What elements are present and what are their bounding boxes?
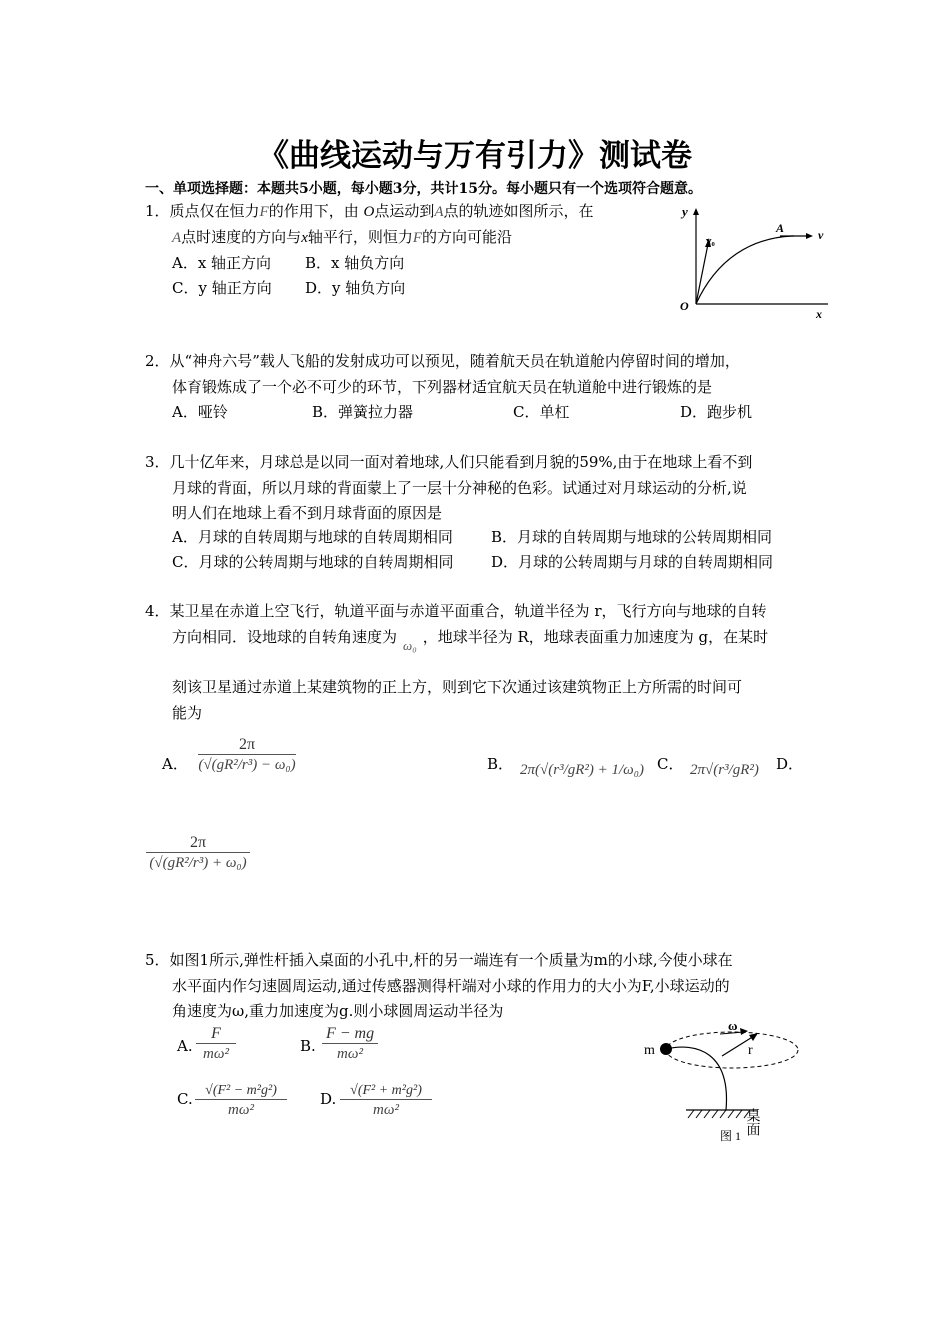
fig-desk-label: 桌面 — [744, 1108, 760, 1136]
q3-option-a[interactable]: A．月球的自转周期与地球的自转周期相同 — [172, 528, 453, 546]
q2-option-b[interactable]: B．弹簧拉力器 — [312, 403, 414, 421]
q5-a-denominator: mω² — [196, 1043, 236, 1063]
fig-O-label: O — [680, 299, 689, 313]
q5-circular-motion-figure — [636, 1014, 816, 1148]
q3-option-b[interactable]: B．月球的自转周期与地球的公转周期相同 — [491, 528, 773, 546]
q2-option-c[interactable]: C．单杠 — [513, 403, 570, 421]
fig-caption: 图 1 — [720, 1129, 742, 1143]
q5-c-numerator: √(F² − m²g²) — [205, 1083, 277, 1098]
q1-line1 — [145, 200, 594, 221]
section-heading: 一、单项选择题：本题共5小题，每小题3分，共计15分。每小题只有一个选项符合题意。 — [145, 181, 702, 197]
q5-d-denominator: mω² — [340, 1099, 432, 1119]
q4-omega0: ω₀ — [403, 638, 417, 653]
q3-line1: 3．几十亿年来，月球总是以同一面对着地球,人们只能看到月貌的59%,由于在地球上看不到 — [145, 453, 753, 471]
q3-line3: 明人们在地球上看不到月球背面的原因是 — [172, 504, 443, 522]
v-arrowhead-icon — [806, 233, 813, 239]
q4-a-denominator: (√(gR²/r³) − ω₀) — [198, 754, 296, 774]
q4-option-d-label[interactable]: D． — [776, 755, 804, 773]
fig-m-label: m — [644, 1043, 655, 1058]
q5-line2: 水平面内作匀速圆周运动,通过传感器测得杆端对小球的作用力的大小为F,小球运动的 — [172, 977, 730, 995]
q5-option-a-formula[interactable] — [196, 1025, 236, 1063]
q5-option-a-label[interactable]: A. — [177, 1037, 193, 1055]
q2-line2: 体育锻炼成了一个必不可少的环节，下列器材适宜航天员在轨道舱中进行锻炼的是 — [172, 378, 713, 396]
q1-text: 的方向可能沿 — [422, 228, 513, 246]
q1-option-a[interactable]: A．x 轴正方向 — [172, 254, 272, 272]
q1-text: 轴平行，则恒力 — [307, 228, 413, 246]
q5-option-b-formula[interactable] — [322, 1025, 378, 1063]
q1-A: A — [434, 204, 444, 220]
q1-text: 点时速度的方向与 — [181, 228, 302, 246]
q1-F: F — [259, 204, 269, 220]
q5-b-numerator: F − mg — [325, 1025, 375, 1042]
q1-text: 点运动到 — [374, 202, 435, 220]
q4-option-b-formula[interactable]: 2π(√(r³/gR²) + 1/ω₀) — [520, 762, 644, 778]
q4-option-d-formula[interactable] — [146, 834, 250, 872]
q4-line4: 能为 — [172, 704, 203, 722]
q4-text: ，地球半径为 R，地球表面重力加速度为 g，在某时 — [422, 628, 769, 646]
q1-option-d[interactable]: D．y 轴负方向 — [305, 279, 406, 297]
q5-option-d-formula[interactable] — [340, 1083, 432, 1119]
q3-line2: 月球的背面，所以月球的背面蒙上了一层十分神秘的色彩。试通过对月球运动的分析,说 — [172, 479, 747, 497]
q3-option-c[interactable]: C．月球的公转周期与地球的自转周期相同 — [172, 553, 454, 571]
q2-option-d[interactable]: D．跑步机 — [680, 403, 753, 421]
q5-d-numerator: √(F² + m²g²) — [350, 1083, 422, 1098]
q5-a-numerator: F — [211, 1025, 221, 1042]
q5-option-b-label[interactable]: B. — [300, 1037, 316, 1055]
q1-text: 点的轨迹如图所示，在 — [443, 202, 594, 220]
fig-x-label: x — [816, 307, 822, 321]
fig-y-label: y — [682, 204, 688, 219]
fig-A-label: A — [776, 221, 785, 235]
q1-A: A — [172, 230, 182, 246]
q5-b-denominator: mω² — [322, 1043, 378, 1063]
q4-d-denominator: (√(gR²/r³) + ω₀) — [146, 852, 250, 872]
q5-option-c-label[interactable]: C. — [177, 1090, 193, 1108]
q4-option-a-label[interactable]: A． — [162, 755, 188, 773]
q1-O: O — [363, 204, 375, 220]
q1-text: 的作用下，由 — [268, 202, 359, 220]
q1-x: x — [301, 230, 308, 246]
fig-v0-label: v₀ — [706, 235, 715, 247]
q1-option-b[interactable]: B．x 轴负方向 — [305, 254, 405, 272]
v0-arrow — [696, 244, 708, 304]
q4-option-c-formula[interactable]: 2π√(r³/gR²) — [690, 762, 759, 778]
q5-option-c-formula[interactable] — [195, 1083, 287, 1119]
q4-line2 — [172, 626, 768, 654]
omega-arrowhead-icon — [740, 1028, 748, 1035]
q4-a-numerator: 2π — [238, 736, 256, 753]
q4-option-a-formula[interactable] — [198, 736, 296, 774]
q4-option-b-label[interactable]: B． — [487, 755, 514, 773]
q4-text: 方向相同．设地球的自转角速度为 — [172, 628, 398, 646]
q5-c-denominator: mω² — [195, 1099, 287, 1119]
q4-d-numerator: 2π — [189, 834, 207, 851]
q1-line2 — [172, 226, 512, 247]
q3-option-d[interactable]: D．月球的公转周期与月球的自转周期相同 — [491, 553, 774, 571]
q5-option-d-label[interactable]: D. — [320, 1090, 337, 1108]
elastic-rod — [666, 1047, 726, 1110]
q4-line1: 4．某卫星在赤道上空飞行，轨道平面与赤道平面重合，轨道半径为 r，飞行方向与地球的自转 — [145, 602, 767, 620]
q2-option-a[interactable]: A．哑铃 — [172, 403, 228, 421]
fig-v-label: v — [818, 228, 824, 242]
page-title: 《曲线运动与万有引力》测试卷 — [258, 138, 692, 174]
q1-trajectory-figure — [672, 200, 837, 325]
q4-line3: 刻该卫星通过赤道上某建筑物的正上方，则到它下次通过该建筑物正上方所需的时间可 — [172, 678, 743, 696]
q5-line1: 5．如图1所示,弹性杆插入桌面的小孔中,杆的另一端连有一个质量为m的小球,今使小球在 — [145, 951, 733, 969]
radius-arrowhead-icon — [749, 1033, 758, 1041]
desk-hatching — [688, 1110, 750, 1118]
fig-r-label: r — [748, 1043, 753, 1058]
q5-line3: 角速度为ω,重力加速度为g.则小球圆周运动半径为 — [172, 1002, 504, 1020]
q4-option-c-label[interactable]: C． — [657, 755, 684, 773]
fig-omega-label: ω — [728, 1018, 738, 1033]
y-axis-arrow-icon — [693, 208, 699, 215]
q1-option-c[interactable]: C．y 轴正方向 — [172, 279, 272, 297]
q2-line1: 2．从“神舟六号”载人飞船的发射成功可以预见，随着航天员在轨道舱内停留时间的增加， — [145, 352, 740, 370]
q1-text: 1．质点仅在恒力 — [145, 202, 260, 220]
q1-F: F — [412, 230, 423, 246]
